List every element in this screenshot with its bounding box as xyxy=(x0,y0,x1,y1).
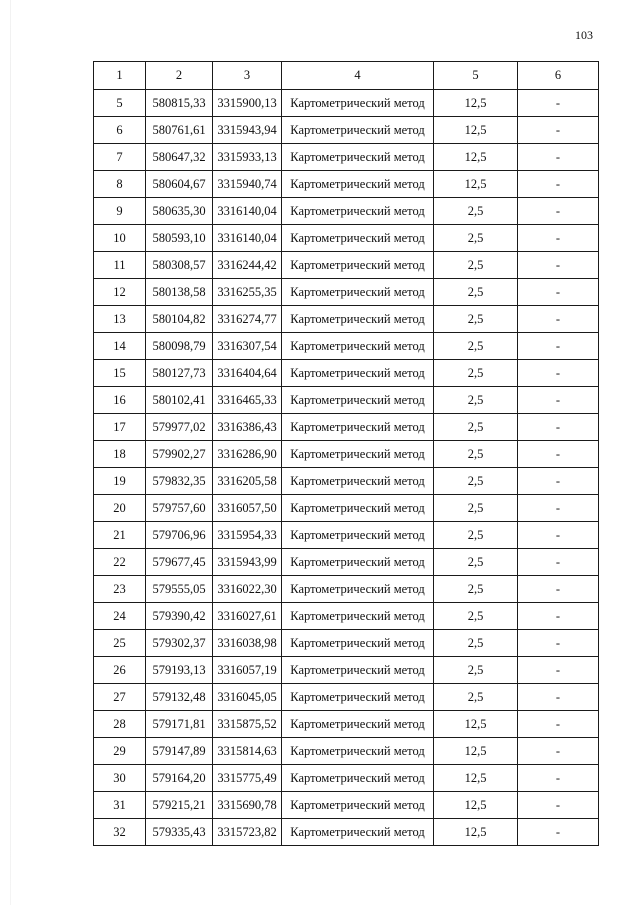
x-coordinate-cell: 579171,81 xyxy=(146,711,213,738)
column-header-1: 1 xyxy=(94,62,146,90)
y-coordinate-cell: 3316057,50 xyxy=(213,495,282,522)
point-number-cell: 15 xyxy=(94,360,146,387)
method-cell: Картометрический метод xyxy=(282,117,434,144)
method-cell: Картометрический метод xyxy=(282,738,434,765)
method-cell: Картометрический метод xyxy=(282,306,434,333)
note-cell: - xyxy=(518,333,599,360)
y-coordinate-cell: 3316286,90 xyxy=(213,441,282,468)
accuracy-cell: 2,5 xyxy=(434,603,518,630)
x-coordinate-cell: 580647,32 xyxy=(146,144,213,171)
y-coordinate-cell: 3316274,77 xyxy=(213,306,282,333)
accuracy-cell: 2,5 xyxy=(434,333,518,360)
point-number-cell: 28 xyxy=(94,711,146,738)
x-coordinate-cell: 580593,10 xyxy=(146,225,213,252)
accuracy-cell: 2,5 xyxy=(434,684,518,711)
method-cell: Картометрический метод xyxy=(282,630,434,657)
note-cell: - xyxy=(518,738,599,765)
point-number-cell: 16 xyxy=(94,387,146,414)
table-row xyxy=(94,306,599,333)
table-row xyxy=(94,684,599,711)
method-cell: Картометрический метод xyxy=(282,495,434,522)
x-coordinate-cell: 579302,37 xyxy=(146,630,213,657)
x-coordinate-cell: 580761,61 xyxy=(146,117,213,144)
x-coordinate-cell: 579677,45 xyxy=(146,549,213,576)
x-coordinate-cell: 580098,79 xyxy=(146,333,213,360)
accuracy-cell: 2,5 xyxy=(434,522,518,549)
x-coordinate-cell: 579215,21 xyxy=(146,792,213,819)
y-coordinate-cell: 3315900,13 xyxy=(213,90,282,117)
method-cell: Картометрический метод xyxy=(282,441,434,468)
point-number-cell: 23 xyxy=(94,576,146,603)
x-coordinate-cell: 580138,58 xyxy=(146,279,213,306)
method-cell: Картометрический метод xyxy=(282,792,434,819)
table-row xyxy=(94,657,599,684)
note-cell: - xyxy=(518,360,599,387)
note-cell: - xyxy=(518,252,599,279)
note-cell: - xyxy=(518,711,599,738)
accuracy-cell: 2,5 xyxy=(434,387,518,414)
note-cell: - xyxy=(518,630,599,657)
x-coordinate-cell: 579132,48 xyxy=(146,684,213,711)
x-coordinate-cell: 579977,02 xyxy=(146,414,213,441)
x-coordinate-cell: 580104,82 xyxy=(146,306,213,333)
note-cell: - xyxy=(518,117,599,144)
x-coordinate-cell: 580127,73 xyxy=(146,360,213,387)
accuracy-cell: 12,5 xyxy=(434,171,518,198)
table-row xyxy=(94,630,599,657)
scan-edge-shadow xyxy=(10,0,11,905)
method-cell: Картометрический метод xyxy=(282,144,434,171)
method-cell: Картометрический метод xyxy=(282,333,434,360)
note-cell: - xyxy=(518,603,599,630)
method-cell: Картометрический метод xyxy=(282,171,434,198)
accuracy-cell: 2,5 xyxy=(434,198,518,225)
method-cell: Картометрический метод xyxy=(282,819,434,846)
y-coordinate-cell: 3315940,74 xyxy=(213,171,282,198)
y-coordinate-cell: 3315723,82 xyxy=(213,819,282,846)
table-row xyxy=(94,576,599,603)
x-coordinate-cell: 579147,89 xyxy=(146,738,213,765)
method-cell: Картометрический метод xyxy=(282,765,434,792)
accuracy-cell: 2,5 xyxy=(434,468,518,495)
x-coordinate-cell: 579832,35 xyxy=(146,468,213,495)
accuracy-cell: 2,5 xyxy=(434,225,518,252)
method-cell: Картометрический метод xyxy=(282,414,434,441)
accuracy-cell: 2,5 xyxy=(434,495,518,522)
table-row xyxy=(94,522,599,549)
method-cell: Картометрический метод xyxy=(282,225,434,252)
note-cell: - xyxy=(518,171,599,198)
table-row xyxy=(94,117,599,144)
table-row xyxy=(94,495,599,522)
note-cell: - xyxy=(518,819,599,846)
x-coordinate-cell: 579706,96 xyxy=(146,522,213,549)
point-number-cell: 19 xyxy=(94,468,146,495)
x-coordinate-cell: 579902,27 xyxy=(146,441,213,468)
point-number-cell: 6 xyxy=(94,117,146,144)
point-number-cell: 29 xyxy=(94,738,146,765)
note-cell: - xyxy=(518,306,599,333)
table-row xyxy=(94,738,599,765)
point-number-cell: 31 xyxy=(94,792,146,819)
method-cell: Картометрический метод xyxy=(282,603,434,630)
y-coordinate-cell: 3315943,99 xyxy=(213,549,282,576)
method-cell: Картометрический метод xyxy=(282,387,434,414)
accuracy-cell: 2,5 xyxy=(434,306,518,333)
table-row xyxy=(94,603,599,630)
note-cell: - xyxy=(518,522,599,549)
y-coordinate-cell: 3316255,35 xyxy=(213,279,282,306)
point-number-cell: 21 xyxy=(94,522,146,549)
y-coordinate-cell: 3316027,61 xyxy=(213,603,282,630)
accuracy-cell: 12,5 xyxy=(434,738,518,765)
note-cell: - xyxy=(518,657,599,684)
note-cell: - xyxy=(518,441,599,468)
y-coordinate-cell: 3316057,19 xyxy=(213,657,282,684)
table-row xyxy=(94,144,599,171)
method-cell: Картометрический метод xyxy=(282,576,434,603)
table-row xyxy=(94,468,599,495)
point-number-cell: 26 xyxy=(94,657,146,684)
note-cell: - xyxy=(518,792,599,819)
x-coordinate-cell: 579757,60 xyxy=(146,495,213,522)
table-row xyxy=(94,90,599,117)
accuracy-cell: 2,5 xyxy=(434,252,518,279)
method-cell: Картометрический метод xyxy=(282,549,434,576)
note-cell: - xyxy=(518,144,599,171)
accuracy-cell: 2,5 xyxy=(434,549,518,576)
table-row xyxy=(94,819,599,846)
table-row xyxy=(94,252,599,279)
note-cell: - xyxy=(518,225,599,252)
y-coordinate-cell: 3316465,33 xyxy=(213,387,282,414)
accuracy-cell: 12,5 xyxy=(434,117,518,144)
accuracy-cell: 12,5 xyxy=(434,792,518,819)
method-cell: Картометрический метод xyxy=(282,198,434,225)
y-coordinate-cell: 3316038,98 xyxy=(213,630,282,657)
point-number-cell: 20 xyxy=(94,495,146,522)
accuracy-cell: 2,5 xyxy=(434,630,518,657)
method-cell: Картометрический метод xyxy=(282,711,434,738)
accuracy-cell: 12,5 xyxy=(434,819,518,846)
y-coordinate-cell: 3316307,54 xyxy=(213,333,282,360)
x-coordinate-cell: 580308,57 xyxy=(146,252,213,279)
column-header-6: 6 xyxy=(518,62,599,90)
point-number-cell: 11 xyxy=(94,252,146,279)
y-coordinate-cell: 3316140,04 xyxy=(213,225,282,252)
accuracy-cell: 2,5 xyxy=(434,360,518,387)
point-number-cell: 24 xyxy=(94,603,146,630)
y-coordinate-cell: 3315690,78 xyxy=(213,792,282,819)
accuracy-cell: 2,5 xyxy=(434,414,518,441)
y-coordinate-cell: 3315775,49 xyxy=(213,765,282,792)
note-cell: - xyxy=(518,549,599,576)
point-number-cell: 13 xyxy=(94,306,146,333)
method-cell: Картометрический метод xyxy=(282,684,434,711)
method-cell: Картометрический метод xyxy=(282,522,434,549)
table-row xyxy=(94,549,599,576)
table-row xyxy=(94,765,599,792)
x-coordinate-cell: 579164,20 xyxy=(146,765,213,792)
table-row xyxy=(94,441,599,468)
x-coordinate-cell: 579193,13 xyxy=(146,657,213,684)
table-row xyxy=(94,171,599,198)
note-cell: - xyxy=(518,576,599,603)
column-header-5: 5 xyxy=(434,62,518,90)
y-coordinate-cell: 3315943,94 xyxy=(213,117,282,144)
x-coordinate-cell: 579555,05 xyxy=(146,576,213,603)
y-coordinate-cell: 3315933,13 xyxy=(213,144,282,171)
note-cell: - xyxy=(518,765,599,792)
method-cell: Картометрический метод xyxy=(282,90,434,117)
accuracy-cell: 2,5 xyxy=(434,279,518,306)
point-number-cell: 7 xyxy=(94,144,146,171)
note-cell: - xyxy=(518,468,599,495)
x-coordinate-cell: 579390,42 xyxy=(146,603,213,630)
point-number-cell: 14 xyxy=(94,333,146,360)
table-header-row xyxy=(94,62,599,90)
point-number-cell: 22 xyxy=(94,549,146,576)
x-coordinate-cell: 580635,30 xyxy=(146,198,213,225)
point-number-cell: 9 xyxy=(94,198,146,225)
accuracy-cell: 2,5 xyxy=(434,576,518,603)
note-cell: - xyxy=(518,495,599,522)
y-coordinate-cell: 3316386,43 xyxy=(213,414,282,441)
point-number-cell: 18 xyxy=(94,441,146,468)
y-coordinate-cell: 3316404,64 xyxy=(213,360,282,387)
note-cell: - xyxy=(518,684,599,711)
point-number-cell: 8 xyxy=(94,171,146,198)
x-coordinate-cell: 580815,33 xyxy=(146,90,213,117)
point-number-cell: 25 xyxy=(94,630,146,657)
note-cell: - xyxy=(518,90,599,117)
point-number-cell: 17 xyxy=(94,414,146,441)
point-number-cell: 10 xyxy=(94,225,146,252)
point-number-cell: 5 xyxy=(94,90,146,117)
column-header-4: 4 xyxy=(282,62,434,90)
table-row xyxy=(94,225,599,252)
x-coordinate-cell: 580604,67 xyxy=(146,171,213,198)
y-coordinate-cell: 3316022,30 xyxy=(213,576,282,603)
table-row xyxy=(94,414,599,441)
y-coordinate-cell: 3315875,52 xyxy=(213,711,282,738)
note-cell: - xyxy=(518,279,599,306)
column-header-3: 3 xyxy=(213,62,282,90)
y-coordinate-cell: 3316140,04 xyxy=(213,198,282,225)
page-number: 103 xyxy=(575,28,593,42)
method-cell: Картометрический метод xyxy=(282,279,434,306)
table-row xyxy=(94,711,599,738)
table-row xyxy=(94,198,599,225)
y-coordinate-cell: 3316045,05 xyxy=(213,684,282,711)
accuracy-cell: 2,5 xyxy=(434,441,518,468)
method-cell: Картометрический метод xyxy=(282,468,434,495)
point-number-cell: 27 xyxy=(94,684,146,711)
method-cell: Картометрический метод xyxy=(282,252,434,279)
y-coordinate-cell: 3316244,42 xyxy=(213,252,282,279)
note-cell: - xyxy=(518,387,599,414)
x-coordinate-cell: 580102,41 xyxy=(146,387,213,414)
column-header-2: 2 xyxy=(146,62,213,90)
y-coordinate-cell: 3316205,58 xyxy=(213,468,282,495)
table-row xyxy=(94,387,599,414)
table-row xyxy=(94,279,599,306)
note-cell: - xyxy=(518,198,599,225)
accuracy-cell: 12,5 xyxy=(434,765,518,792)
point-number-cell: 30 xyxy=(94,765,146,792)
note-cell: - xyxy=(518,414,599,441)
table-body xyxy=(94,90,599,846)
point-number-cell: 32 xyxy=(94,819,146,846)
y-coordinate-cell: 3315814,63 xyxy=(213,738,282,765)
coordinates-table xyxy=(93,61,599,846)
method-cell: Картометрический метод xyxy=(282,657,434,684)
table-row xyxy=(94,360,599,387)
table-row xyxy=(94,792,599,819)
accuracy-cell: 12,5 xyxy=(434,711,518,738)
accuracy-cell: 12,5 xyxy=(434,144,518,171)
y-coordinate-cell: 3315954,33 xyxy=(213,522,282,549)
accuracy-cell: 2,5 xyxy=(434,657,518,684)
table-row xyxy=(94,333,599,360)
method-cell: Картометрический метод xyxy=(282,360,434,387)
accuracy-cell: 12,5 xyxy=(434,90,518,117)
point-number-cell: 12 xyxy=(94,279,146,306)
x-coordinate-cell: 579335,43 xyxy=(146,819,213,846)
